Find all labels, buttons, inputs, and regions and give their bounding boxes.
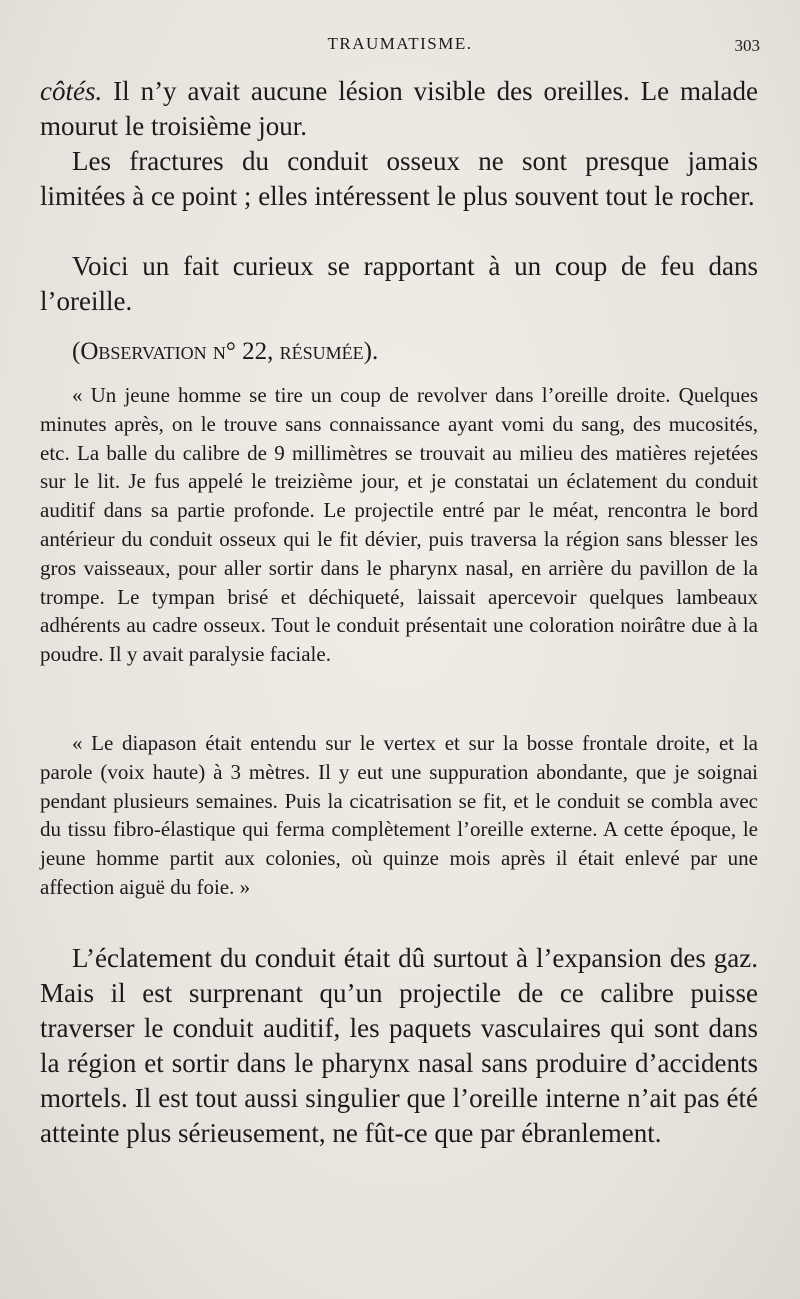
paragraph-3: Voici un fait curieux se rapportant à un coup de feu dans l’oreille.: [40, 251, 758, 316]
paragraph-1: [40, 74, 758, 144]
quote-paragraph-2: « Le diapason était entendu sur le vertex et sur la bosse frontale droite, et la parole (voix haute) à 3 mètres. Il y eut une suppuration abondante, que je soignai pendant plusieurs semaines. Puis la cicatrisation se fit, et le conduit se combla avec du tissu fibro-élastique qui ferma complètement l’oreille externe. A cette époque, le jeune homme partit aux colonies, où quinze mois après il était enlevé par une affection aiguë du foie. »: [40, 731, 758, 899]
observation-heading: (Observation n° 22, résumée).: [72, 338, 379, 365]
running-title: TRAUMATISME.: [327, 34, 473, 53]
paragraph-2: Les fractures du conduit osseux ne sont presque jamais limitées à ce point ; elles intéressent le plus souvent tout le rocher.: [40, 146, 758, 211]
paragraph-4: L’éclatement du conduit était dû surtout à l’expansion des gaz. Mais il est surprenant qu’un projectile de ce calibre puisse traverser le conduit auditif, les paquets vasculaires qui sont dans la région et sortir dans le pharynx nasal sans produire d’accidents mortels. Il est tout aussi singulier que l’oreille interne n’ait pas été atteinte plus sérieusement, ne fût-ce que par ébranlement.: [40, 943, 758, 1148]
paragraph-1-text: Il n’y avait aucune lésion visible des oreilles. Le malade mourut le troisième jour.: [40, 76, 758, 141]
page-header: [40, 34, 760, 58]
paragraph-1-italic: côtés.: [40, 76, 103, 106]
quote-paragraph-1: « Un jeune homme se tire un coup de revolver dans l’oreille droite. Quelques minutes après, on le trouve sans connaissance ayant vomi du sang, des mucosités, etc. La balle du calibre de 9 millimètres se trouvait au milieu des matières rejetées sur le lit. Je fus appelé le treizième jour, et je constatai un éclatement du conduit auditif dans sa partie profonde. Le projectile entré par le méat, rencontra le bord antérieur du conduit osseux qui le fit dévier, puis traversa la région sans blesser les gros vaisseaux, pour aller sortir dans le pharynx nasal, en arrière du pavillon de la trompe. Le tympan brisé et déchiqueté, laissait apercevoir quelques lambeaux adhérents au cadre osseux. Tout le conduit présentait une coloration noirâtre due à la poudre. Il y avait paralysie faciale.: [40, 383, 758, 667]
page-number: 303: [734, 36, 760, 55]
